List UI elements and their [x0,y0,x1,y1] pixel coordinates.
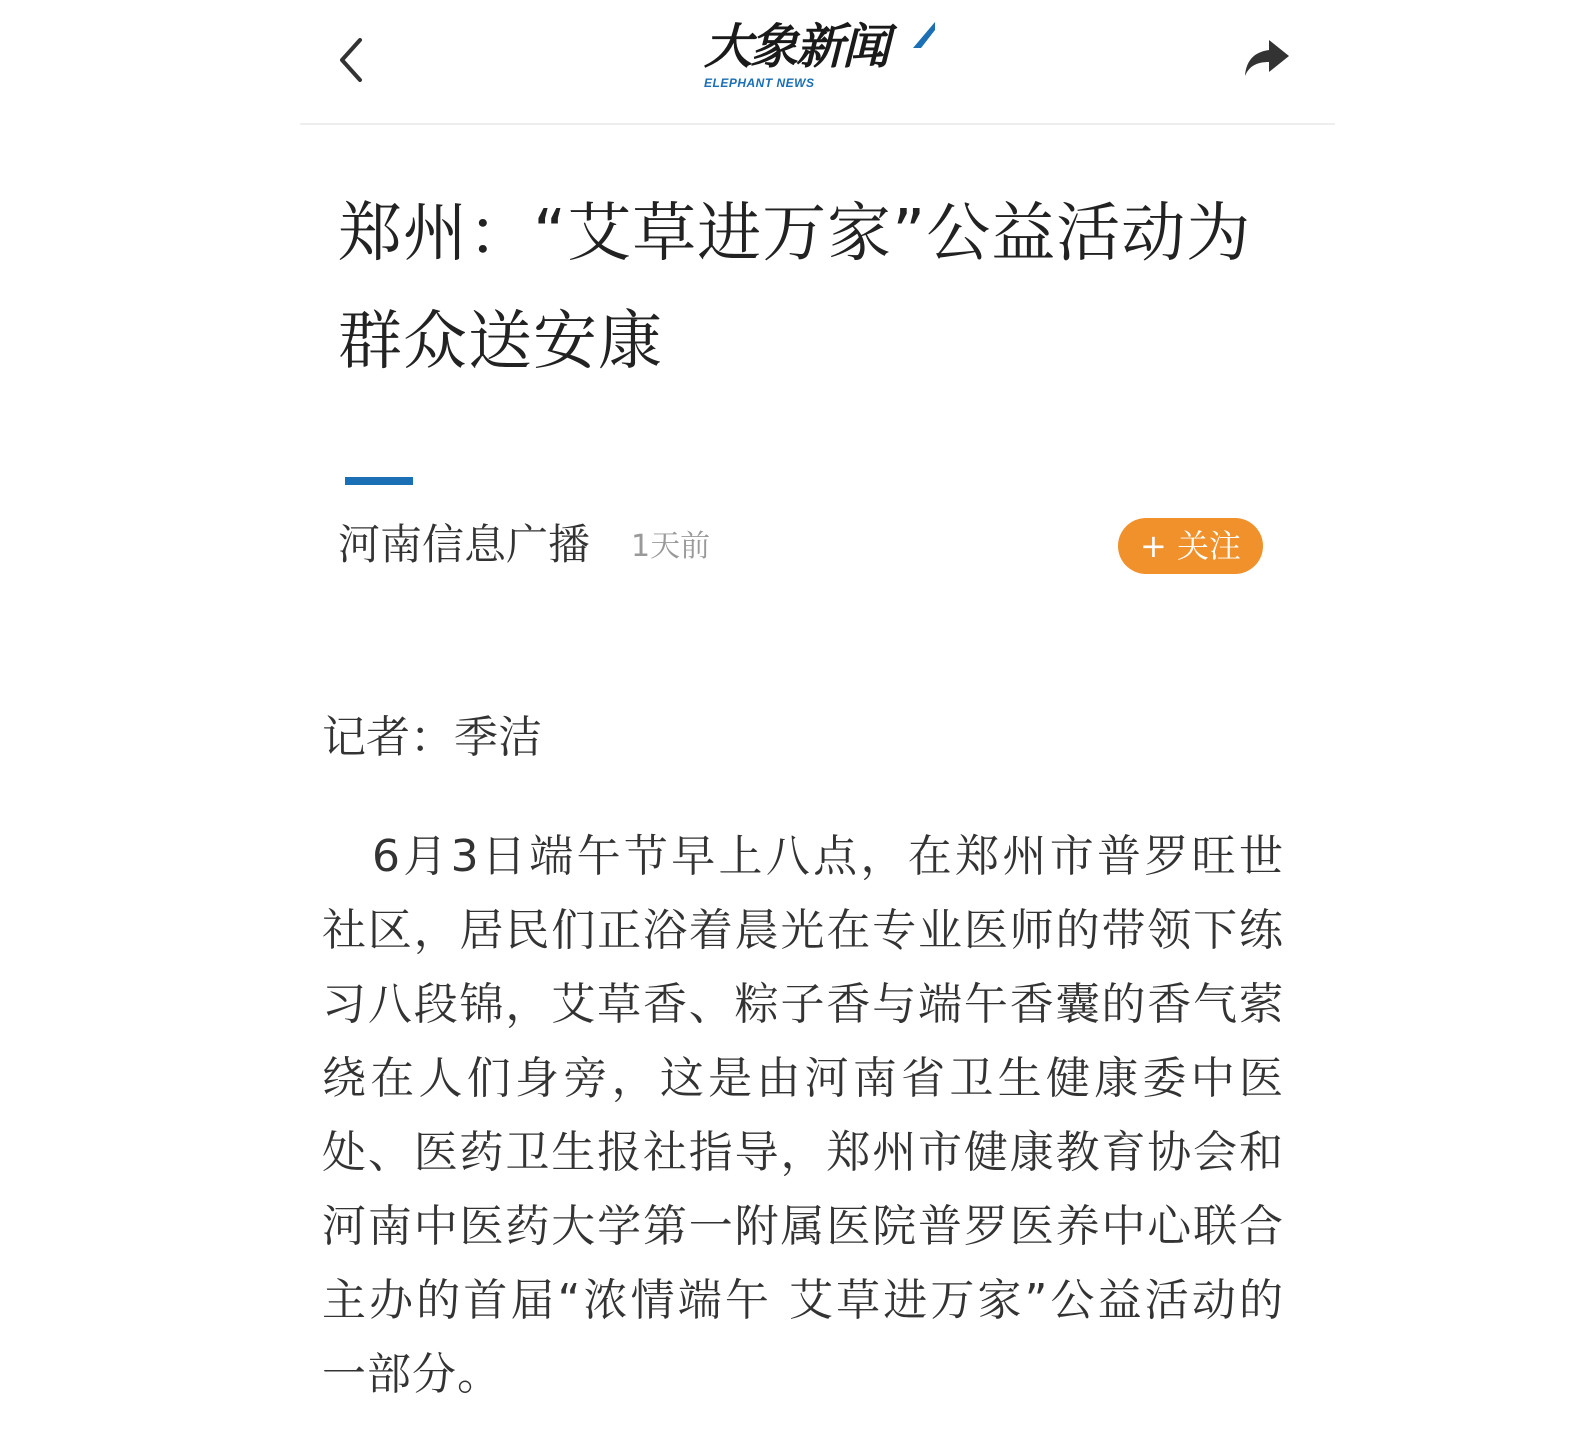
publish-time: 1天前 [631,529,711,564]
logo-english-text: ELEPHANT NEWS [704,76,815,90]
title-accent-bar [345,477,413,485]
article-title: 郑州：“艾草进万家”公益活动为群众送安康 [338,197,1252,379]
source-row [338,512,1278,578]
chevron-left-icon [330,30,380,90]
share-arrow-icon [1239,32,1295,88]
source-name[interactable]: 河南信息广播 [338,520,591,569]
follow-button[interactable]: + 关注 [1118,518,1263,574]
article-body-paragraph: 6月3日端午节早上八点，在郑州市普罗旺世社区，居民们正浴着晨光在专业医师的带领下练习八段锦，艾草香、粽子香与端午香囊的香气萦绕在人们身旁，这是由河南省卫生健康委中医处、医药卫生报社指导，郑州市健康教育协会和河南中医药大学第一附属医院普罗医养中心联合主办的首届“浓情端午 艾草进万家”公益活动的一部分。 [322,831,1284,1400]
reporter-byline: 记者：季洁 [322,712,542,763]
logo-slash-mark [909,22,935,48]
top-navigation-bar [300,0,1335,125]
share-button[interactable] [1239,32,1295,88]
back-button[interactable] [330,30,380,90]
logo-chinese-text: 大象新闻 [704,19,889,75]
elephant-news-logo [704,18,954,98]
